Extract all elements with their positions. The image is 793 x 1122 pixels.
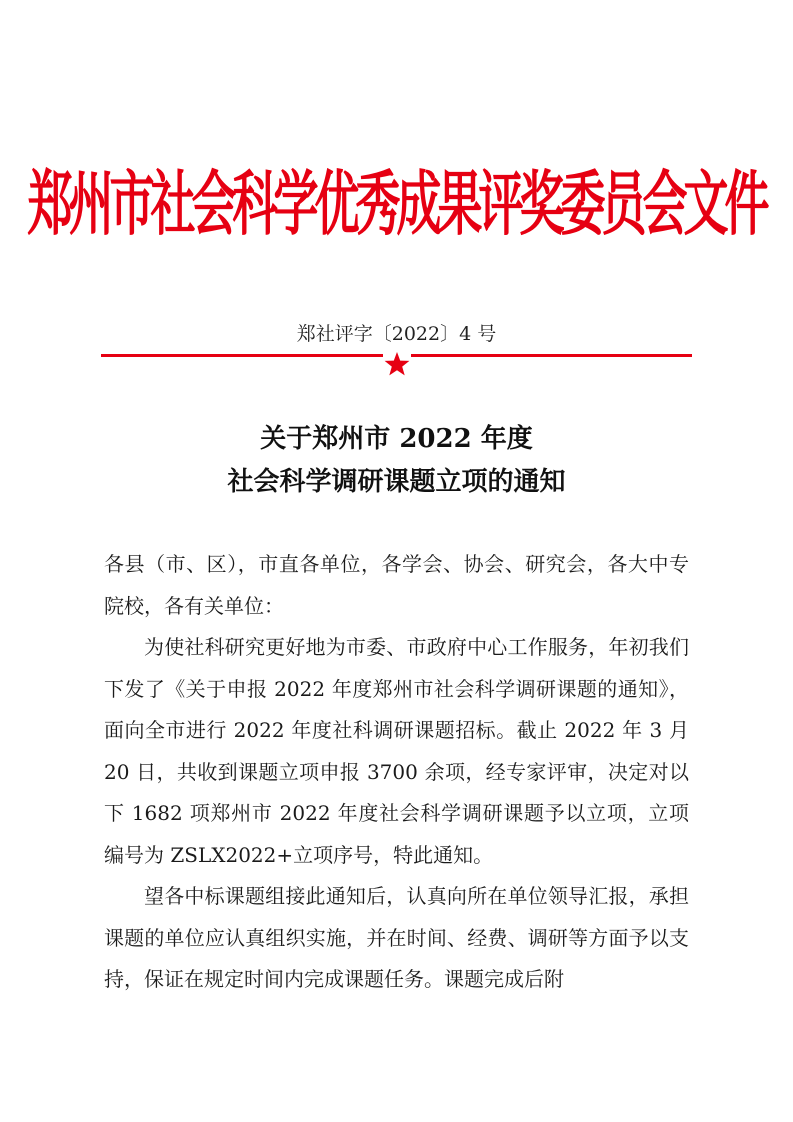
- red-divider-left: [101, 354, 383, 357]
- notice-title-line-2: 社会科学调研课题立项的通知: [227, 467, 566, 497]
- body-paragraph-2: 望各中标课题组接此通知后，认真向所在单位领导汇报，承担课题的单位应认真组织实施，并在时间、经费、调研等方面予以支持，保证在规定时间内完成课题任务。课题完成后附: [104, 884, 689, 991]
- masthead-title: 郑州市社会科学优秀成果评奖委员会文件: [27, 163, 766, 246]
- notice-title-line-1: 关于郑州市 2022 年度: [260, 424, 533, 454]
- document-number: 郑社评字〔2022〕4 号: [296, 323, 497, 345]
- salutation: 各县（市、区），市直各单位，各学会、协会、研究会，各大中专院校，各有关单位：: [104, 552, 689, 618]
- notice-body: [104, 544, 689, 1001]
- red-divider-right: [411, 354, 692, 357]
- body-paragraph-1: 为使社科研究更好地为市委、市政府中心工作服务，年初我们下发了《关于申报 2022 年度郑州市社会科学调研课题的通知》，面向全市进行 2022 年度社科调研课题招标。截止 2022 年 3 月 20 日，共收到课题立项申报 3700 余项，经专家评审，决定对以下 1682 项郑州市 2022 年度社会科学调研课题予以立项，立项编号为 ZSLX2022+立项序号，特此通知。: [104, 635, 689, 867]
- red-star-icon: [383, 350, 411, 378]
